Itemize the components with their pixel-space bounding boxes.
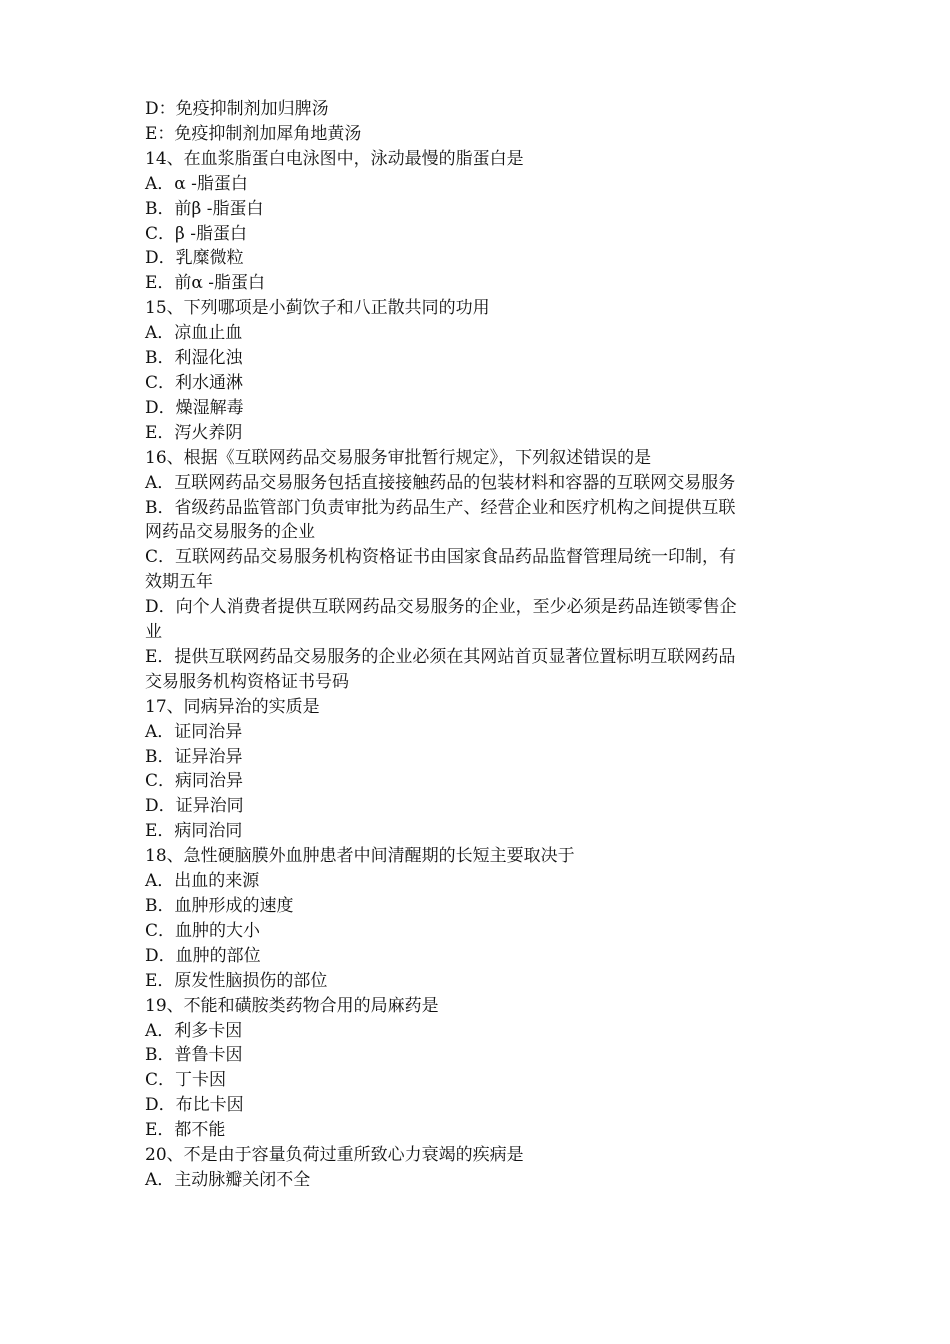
- option-b: B．省级药品监管部门负责审批为药品生产、经营企业和医疗机构之间提供互联: [145, 497, 736, 518]
- question-15: 15、下列哪项是小蓟饮子和八正散共同的功用: [145, 298, 490, 319]
- option-a: A．凉血止血: [145, 323, 243, 344]
- question-19: 19、不能和磺胺类药物合用的局麻药是: [145, 995, 439, 1016]
- option-a: A．α -脂蛋白: [145, 173, 248, 194]
- question-20: 20、不是由于容量负荷过重所致心力衰竭的疾病是: [145, 1145, 524, 1166]
- option-e: E．病同治同: [145, 821, 243, 842]
- option-d: D．证异治同: [145, 796, 244, 817]
- option-c: C．利水通淋: [145, 372, 244, 393]
- option-b: B．普鲁卡因: [145, 1045, 243, 1066]
- option-d: D．乳糜微粒: [145, 248, 244, 269]
- option-d: D．血肿的部位: [145, 945, 261, 966]
- option-d: D．燥湿解毒: [145, 397, 244, 418]
- option-c: C．互联网药品交易服务机构资格证书由国家食品药品监督管理局统一印制，有: [145, 547, 737, 568]
- option-e: E．原发性脑损伤的部位: [145, 970, 328, 991]
- option-c: C．β -脂蛋白: [145, 223, 247, 244]
- text-line: D：免疫抑制剂加归脾汤: [145, 99, 329, 119]
- text-line: E：免疫抑制剂加犀角地黄汤: [145, 123, 362, 144]
- option-a: A．出血的来源: [145, 871, 260, 892]
- question-14: 14、在血浆脂蛋白电泳图中，泳动最慢的脂蛋白是: [145, 148, 524, 169]
- option-d-continued: 业: [145, 622, 162, 643]
- option-d: D．布比卡因: [145, 1095, 244, 1116]
- option-e: E．提供互联网药品交易服务的企业必须在其网站首页显著位置标明互联网药品: [145, 646, 736, 667]
- option-b: B．前β -脂蛋白: [145, 198, 264, 219]
- option-c: C．血肿的大小: [145, 920, 261, 941]
- option-b: B．利湿化浊: [145, 348, 243, 369]
- option-b: B．血肿形成的速度: [145, 896, 294, 916]
- option-c-continued: 效期五年: [145, 572, 213, 593]
- option-b: B．证异治异: [145, 746, 243, 767]
- option-e-continued: 交易服务机构资格证书号码: [145, 671, 349, 692]
- option-c: C．丁卡因: [145, 1070, 227, 1091]
- option-c: C．病同治异: [145, 771, 244, 792]
- option-a: A．互联网药品交易服务包括直接接触药品的包装材料和容器的互联网交易服务: [145, 472, 736, 493]
- option-e: E．前α -脂蛋白: [145, 273, 266, 294]
- question-17: 17、同病异治的实质是: [145, 696, 320, 717]
- document-page: [145, 97, 815, 1193]
- option-e: E．泻火养阴: [145, 422, 243, 443]
- option-a: A．主动脉瓣关闭不全: [145, 1169, 311, 1190]
- option-a: A．利多卡因: [145, 1020, 243, 1041]
- question-16: 16、根据《互联网药品交易服务审批暂行规定》，下列叙述错误的是: [145, 447, 652, 468]
- question-18: 18、急性硬脑膜外血肿患者中间清醒期的长短主要取决于: [145, 846, 575, 867]
- option-e: E．都不能: [145, 1120, 226, 1141]
- option-b-continued: 网药品交易服务的企业: [145, 522, 315, 543]
- option-d: D．向个人消费者提供互联网药品交易服务的企业，至少必须是药品连锁零售企: [145, 597, 737, 618]
- option-a: A．证同治异: [145, 721, 243, 742]
